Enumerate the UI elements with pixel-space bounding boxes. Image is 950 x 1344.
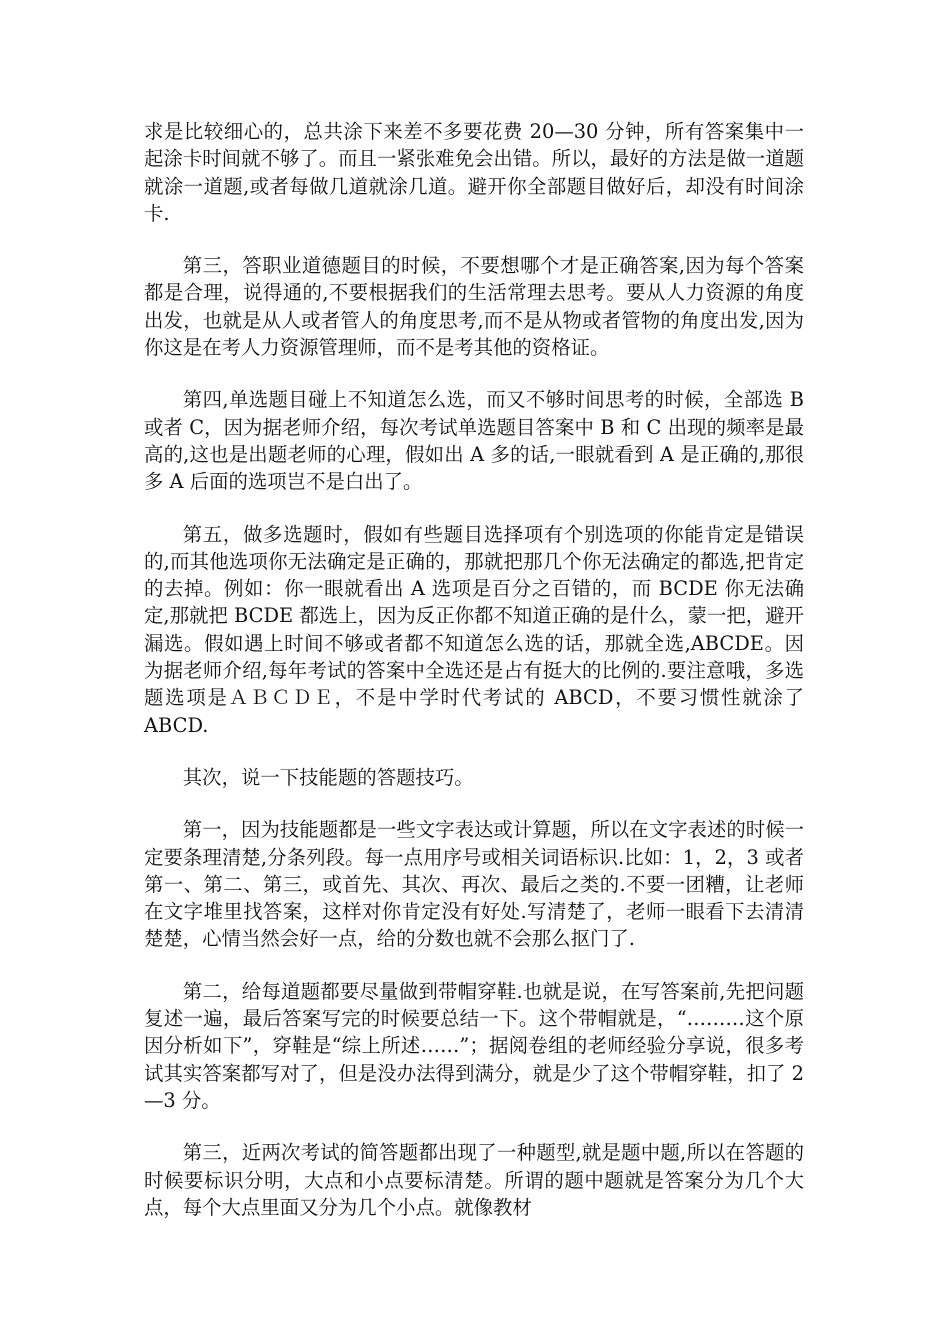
paragraph-skills-tip-3: 第三，近两次考试的简答题都出现了一种题型,就是题中题,所以在答题的时候要标识分明，大点和小点要标清楚。所谓的题中题就是答案分为几个大点，每个大点里面又分为几个小点。就像教材 (144, 1141, 804, 1219)
paragraph-continuation: 求是比较细心的，总共涂下来差不多要花费 20—30 分钟，所有答案集中一起涂卡时间就不够了。而且一紧张难免会出错。所以，最好的方法是做一道题就涂一道题,或者每做几道就涂几道。避开你全部题目做好后，却没有时间涂卡. (144, 120, 804, 225)
paragraph-skills-intro: 其次，说一下技能题的答题技巧。 (182, 765, 474, 789)
paragraph-skills-tip-1: 第一，因为技能题都是一些文字表达或计算题，所以在文字表述的时候一定要条理清楚,分条列段。每一点用序号或相关词语标识.比如：1，2，3 或者第一、第二、第三，或首先、其次、再次、最后之类的.不要一团糟，让老师在文字堆里找答案，这样对你肯定没有好处.写清楚了，老师一眼看下去清清楚楚，心情当然会好一点，给的分数也就不会那么抠门了. (144, 818, 804, 951)
document-page (144, 118, 804, 1246)
paragraph-single-choice-tip: 第四,单选题目碰上不知道怎么选，而又不够时间思考的时候，全部选 B 或者 C，因为据老师介绍，每次考试单选题目答案中 B 和 C 出现的频率是最高的,这也是出题老师的心理，假如出 A 多的话,一眼就看到 A 是正确的,那很多 A 后面的选项岂不是白出了。 (144, 388, 804, 494)
paragraph-ethics-tip: 第三，答职业道德题目的时候，不要想哪个才是正确答案,因为每个答案都是合理，说得通的,不要根据我们的生活常理去思考。要从人力资源的角度出发，也就是从人或者管人的角度思考,而不是从物或者管物的角度出发,因为你这是在考人力资源管理师，而不是考其他的资格证。 (144, 254, 804, 360)
paragraph-multiple-choice-tip: 第五，做多选题时，假如有些题目选择项有个别选项的你能肯定是错误的,而其他选项你无法确定是正确的，那就把那几个你无法确定的都选,把肯定的去掉。例如：你一眼就看出 A 选项是百分之百错的，而 BCDE 你无法确定,那就把 BCDE 都选上，因为反正你都不知道正确的是什么，蒙一把，避开漏选。假如遇上时间不够或者都不知道怎么选的话，那就全选,ABCDE。因为据老师介绍,每年考试的答案中全选还是占有挺大的比例的.要注意哦，多选题选项是ＡＢＣＤＥ，不是中学时代考试的 ABCD，不要习惯性就涂了 ABCD. (144, 522, 804, 737)
paragraph-skills-tip-2: 第二，给每道题都要尽量做到带帽穿鞋.也就是说，在写答案前,先把问题复述一遍，最后答案写完的时候要总结一下。这个带帽就是，“………这个原因分析如下”，穿鞋是“综上所述……”；据阅卷组的老师经验分享说，很多考试其实答案都写对了，但是没办法得到满分，就是少了这个带帽穿鞋，扣了 2—3 分。 (144, 979, 804, 1112)
